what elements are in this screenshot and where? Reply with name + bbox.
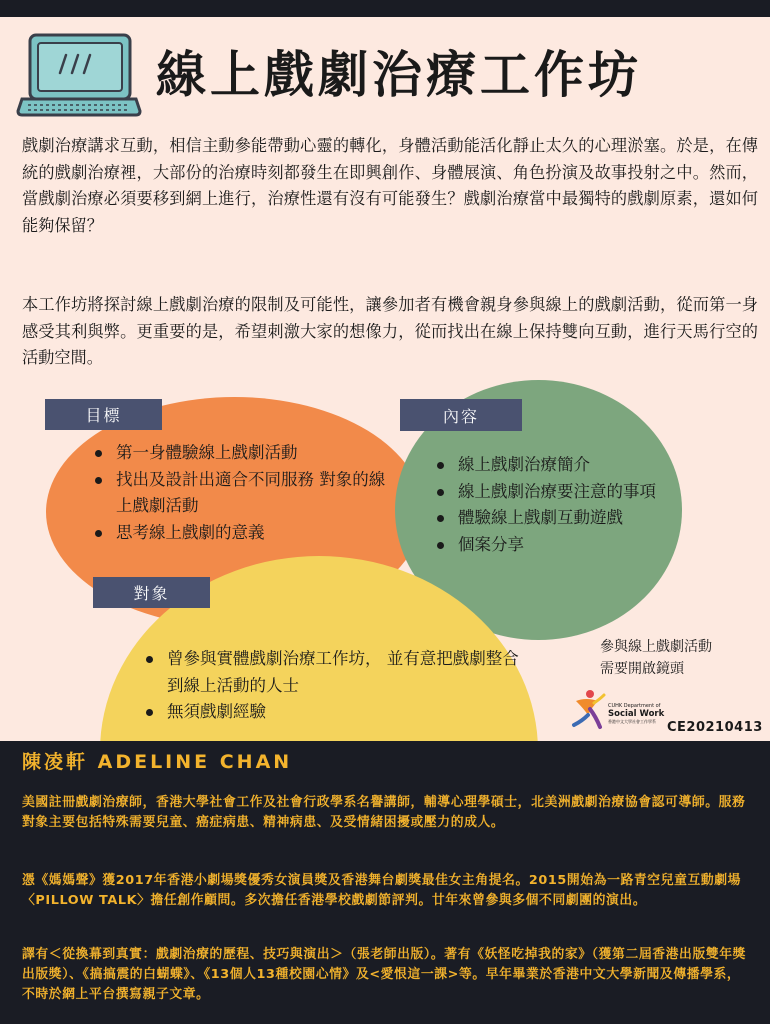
intro-paragraph-1: 戲劇治療講求互動，相信主動參能帶動心靈的轉化，身體活動能活化靜止太久的心理淤塞。於是，在傳統的戲劇治療裡，大部份的治療時刻都發生在即興創作、身體展演、角色扮演及故事投射之中。然而，當戲劇治療必須要移到網上進行，治療性還有沒有可能發生？戲劇治療當中最獨特的戲劇原素，還如何能夠保留？	[22, 136, 758, 235]
content-item: 線上戲劇治療簡介	[434, 452, 684, 479]
course-code: CE20210413	[667, 720, 763, 735]
bio-paragraph-1: 美國註冊戲劇治療師，香港大學社會工作及社會行政學系名譽講師，輔導心理學碩士，北美洲戲劇治療協會認可導師。服務對象主要包括特殊需要兒童、癌症病患、精神病患、及受情緒困擾或壓力的成人。	[22, 795, 746, 830]
target-list	[143, 646, 523, 726]
camera-note	[600, 636, 712, 680]
goal-item: 找出及設計出適合不同服務 對象的線上戲劇活動	[92, 467, 392, 520]
target-label: 對象	[93, 577, 210, 608]
top-bar	[0, 0, 770, 17]
goal-item: 第一身體驗線上戲劇活動	[92, 440, 392, 467]
instructor-name: 陳凌軒 ADELINE CHAN	[22, 751, 293, 773]
goals-list	[92, 440, 392, 546]
content-label: 內容	[400, 399, 522, 431]
target-item: 無須戲劇經驗	[143, 699, 523, 726]
intro-paragraph-2: 本工作坊將探討線上戲劇治療的限制及可能性，讓參加者有機會親身參與線上的戲劇活動，從而第一身感受其利與弊。更重要的是，希望刺激大家的想像力，從而找出在線上保持雙向互動，進行天馬行空的活動空間。	[22, 295, 758, 367]
target-item: 曾參與實體戲劇治療工作坊， 並有意把戲劇整合到線上活動的人士	[143, 646, 523, 699]
goals-label: 目標	[45, 399, 162, 430]
logo-line-2: Social Work	[608, 709, 665, 719]
camera-note-line-2: 需要開啟鏡頭	[600, 661, 684, 677]
cuhk-social-work-logo	[570, 685, 680, 733]
laptop-icon	[16, 33, 142, 117]
logo-line-1: CUHK Department of	[608, 703, 661, 709]
logo-line-3: 香港中文大學社會工作學系	[608, 719, 656, 724]
goal-item: 思考線上戲劇的意義	[92, 520, 392, 547]
content-list	[434, 452, 684, 558]
content-item: 線上戲劇治療要注意的事項	[434, 479, 684, 506]
bio-paragraph-3: 譯有＜從換幕到真實：戲劇治療的歷程、技巧與演出＞（張老師出版）。著有《妖怪吃掉我的家》（獲第二屆香港出版雙年獎出版獎）、《搞搞震的白蝴蝶》、《13個人13種校園心情》及<愛恨這一課>等。早年畢業於香港中文大學新聞及傳播學系，不時於網上平台撰寫親子文章。	[22, 947, 747, 1002]
content-item: 體驗線上戲劇互動遊戲	[434, 505, 684, 532]
camera-note-line-1: 參與線上戲劇活動	[600, 639, 712, 655]
bio-paragraph-2: 憑《媽媽聲》獲2017年香港小劇場獎優秀女演員獎及香港舞台劇獎最佳女主角提名。2015開始為一路青空兒童互動劇場〈PILLOW TALK〉擔任創作顧問。多次擔任香港學校戲劇節評判。廿年來曾參與多個不同劇團的演出。	[22, 873, 742, 908]
content-item: 個案分享	[434, 532, 684, 559]
page-title: 線上戲劇治療工作坊	[156, 46, 642, 104]
